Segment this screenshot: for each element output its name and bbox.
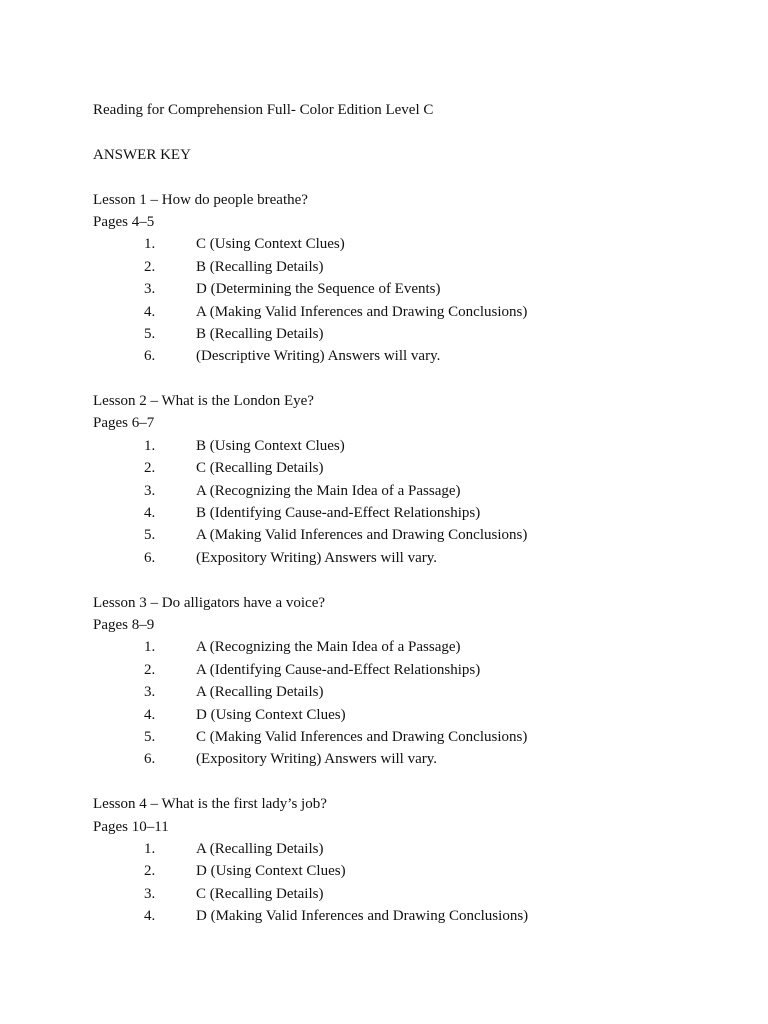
item-number: 1.	[144, 840, 156, 857]
item-number: 2.	[144, 661, 156, 678]
item-answer: C (Recalling Details)	[196, 460, 324, 477]
answer-item	[93, 278, 733, 300]
item-answer: A (Recognizing the Main Idea of a Passage)	[196, 482, 461, 499]
lesson-title: Lesson 1 – How do people breathe?	[93, 191, 308, 208]
item-number: 5.	[144, 527, 156, 544]
answer-item	[93, 636, 733, 658]
item-number: 6.	[144, 348, 156, 365]
item-number: 3.	[144, 482, 156, 499]
answer-item	[93, 748, 733, 770]
lesson-pages: Pages 6–7	[93, 415, 155, 432]
answer-item	[93, 905, 733, 927]
answer-item	[93, 860, 733, 882]
answer-item	[93, 301, 733, 323]
answer-item	[93, 883, 733, 905]
item-number: 6.	[144, 751, 156, 768]
item-number: 3.	[144, 885, 156, 902]
item-answer: B (Using Context Clues)	[196, 437, 345, 454]
answer-key-document	[93, 99, 733, 927]
lesson-section	[93, 390, 733, 569]
answer-item	[93, 323, 733, 345]
item-answer: C (Using Context Clues)	[196, 236, 345, 253]
answer-item	[93, 480, 733, 502]
item-answer: (Descriptive Writing) Answers will vary.	[196, 348, 441, 365]
answer-item	[93, 233, 733, 255]
item-answer: B (Identifying Cause-and-Effect Relationships)	[196, 505, 481, 522]
answer-item	[93, 547, 733, 569]
item-number: 3.	[144, 281, 156, 298]
item-answer: A (Recognizing the Main Idea of a Passage)	[196, 639, 461, 656]
item-number: 4.	[144, 706, 156, 723]
item-answer: D (Making Valid Inferences and Drawing Conclusions)	[196, 908, 529, 925]
item-answer: D (Determining the Sequence of Events)	[196, 281, 441, 298]
item-number: 5.	[144, 728, 156, 745]
item-number: 2.	[144, 258, 156, 275]
lesson-title: Lesson 2 – What is the London Eye?	[93, 393, 314, 410]
item-answer: C (Recalling Details)	[196, 885, 324, 902]
item-number: 4.	[144, 303, 156, 320]
answer-item	[93, 345, 733, 367]
item-answer: B (Recalling Details)	[196, 258, 324, 275]
lesson-section	[93, 793, 733, 927]
lesson-title: Lesson 4 – What is the first lady’s job?	[93, 796, 327, 813]
spacer	[93, 569, 733, 591]
item-answer: D (Using Context Clues)	[196, 863, 346, 880]
item-number: 4.	[144, 908, 156, 925]
answer-item	[93, 726, 733, 748]
spacer	[93, 368, 733, 390]
item-number: 1.	[144, 437, 156, 454]
answer-item	[93, 838, 733, 860]
item-answer: (Expository Writing) Answers will vary.	[196, 751, 438, 768]
answer-item	[93, 502, 733, 524]
item-answer: A (Making Valid Inferences and Drawing Conclusions)	[196, 303, 528, 320]
item-number: 4.	[144, 505, 156, 522]
item-number: 2.	[144, 460, 156, 477]
spacer	[93, 121, 733, 143]
item-answer: A (Recalling Details)	[196, 684, 324, 701]
lesson-section	[93, 592, 733, 771]
item-answer: A (Making Valid Inferences and Drawing Conclusions)	[196, 527, 528, 544]
document-title: Reading for Comprehension Full- Color Edition Level C	[93, 102, 434, 118]
answer-item	[93, 704, 733, 726]
item-answer: D (Using Context Clues)	[196, 706, 346, 723]
item-answer: A (Recalling Details)	[196, 840, 324, 857]
lesson-pages: Pages 8–9	[93, 616, 155, 633]
item-number: 2.	[144, 863, 156, 880]
answer-item	[93, 435, 733, 457]
item-answer: (Expository Writing) Answers will vary.	[196, 549, 438, 566]
item-number: 3.	[144, 684, 156, 701]
item-number: 1.	[144, 639, 156, 656]
item-answer: C (Making Valid Inferences and Drawing Conclusions)	[196, 728, 528, 745]
item-number: 1.	[144, 236, 156, 253]
answer-item	[93, 457, 733, 479]
lesson-pages: Pages 4–5	[93, 213, 155, 230]
item-answer: A (Identifying Cause-and-Effect Relationships)	[196, 661, 481, 678]
item-number: 5.	[144, 325, 156, 342]
spacer	[93, 166, 733, 188]
answer-key-heading: ANSWER KEY	[93, 146, 191, 163]
spacer	[93, 771, 733, 793]
answer-item	[93, 659, 733, 681]
lesson-title: Lesson 3 – Do alligators have a voice?	[93, 594, 326, 611]
answer-item	[93, 681, 733, 703]
lesson-pages: Pages 10–11	[93, 818, 169, 835]
answer-item	[93, 256, 733, 278]
item-answer: B (Recalling Details)	[196, 325, 324, 342]
item-number: 6.	[144, 549, 156, 566]
answer-item	[93, 524, 733, 546]
lesson-section	[93, 189, 733, 368]
